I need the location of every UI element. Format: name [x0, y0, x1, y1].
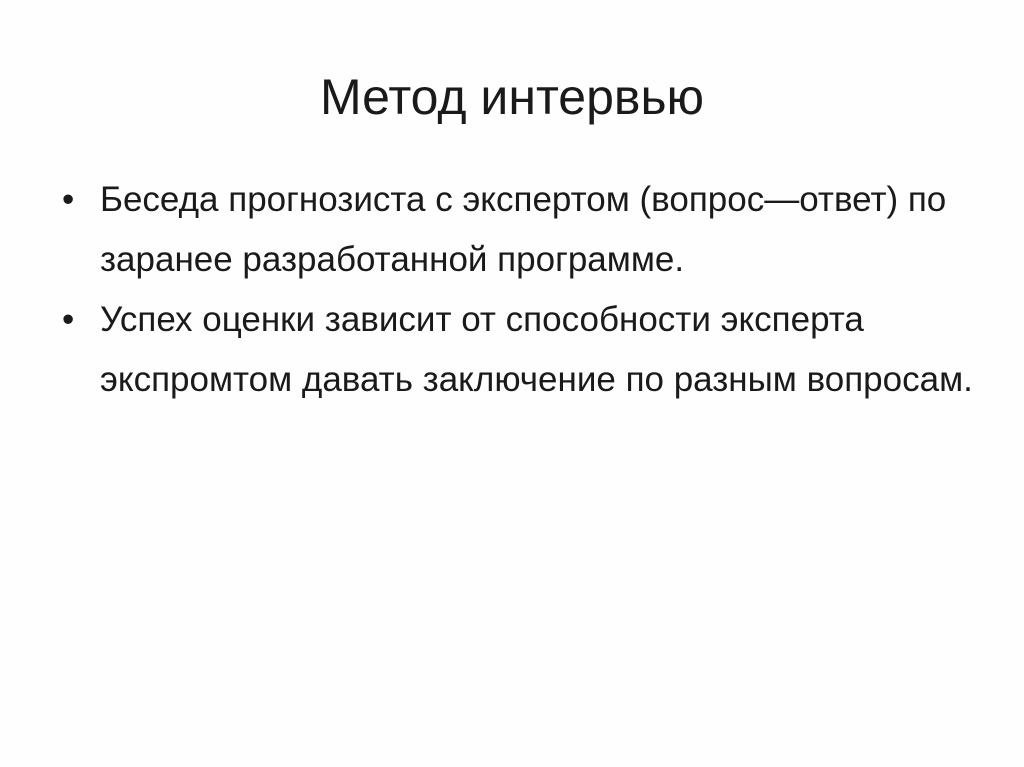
bullet-point-icon: •: [62, 300, 75, 339]
bullet-text: Успех оценки зависит от способности эксперта экспромтом давать заключение по разным вопросам.: [100, 300, 973, 399]
bullet-point-icon: •: [62, 180, 75, 219]
bullet-item: [58, 290, 978, 410]
bullet-list: [58, 170, 978, 410]
slide-title: Метод интервью: [319, 69, 705, 125]
bullet-item: [58, 170, 978, 290]
bullet-text: Беседа прогнозиста с экспертом (вопрос—ответ) по заранее разработанной программе.: [100, 180, 947, 279]
